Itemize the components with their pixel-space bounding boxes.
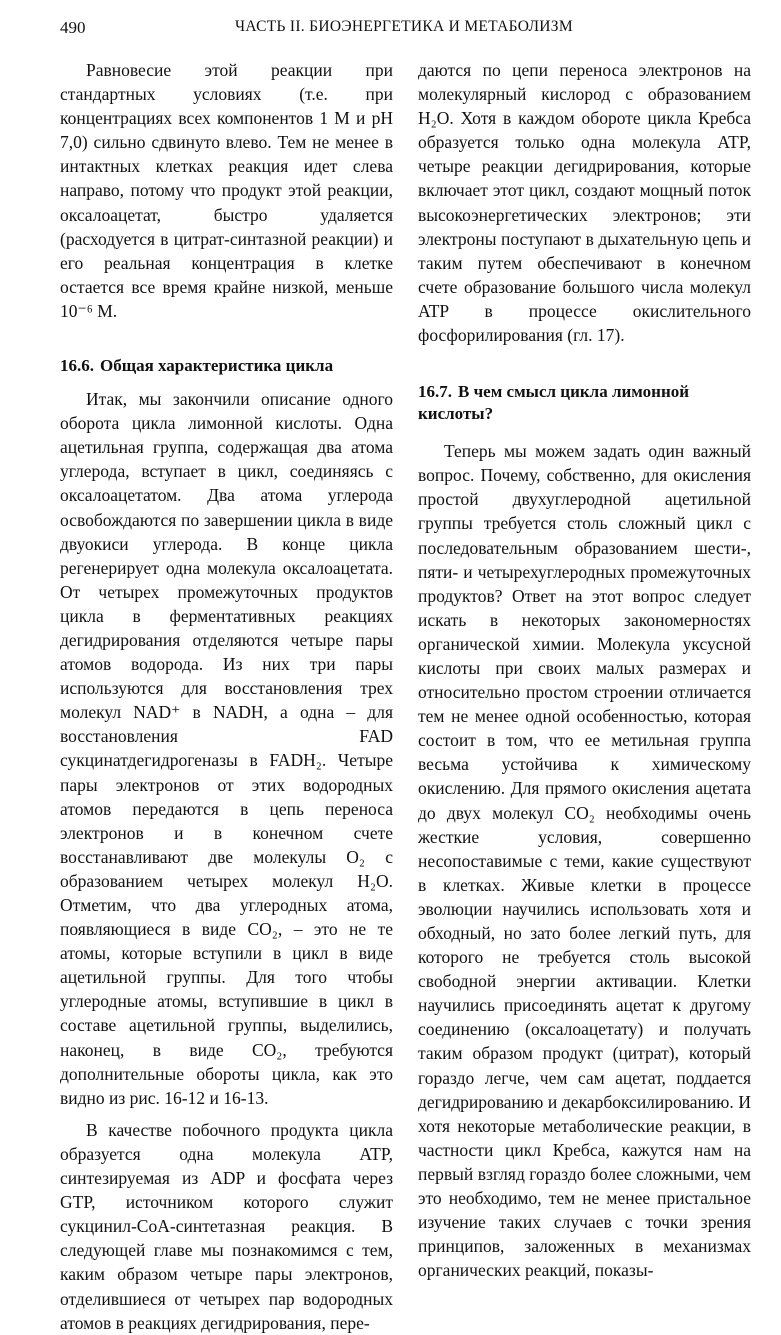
running-title: ЧАСТЬ II. БИОЭНЕРГЕТИКА И МЕТАБОЛИЗМ	[235, 18, 573, 35]
left-column	[60, 58, 393, 1335]
section-title: Общая характеристика цикла	[100, 356, 334, 376]
paragraph-cycle-meaning: Теперь мы можем задать один важный вопрос. Почему, собственно, для окисления простой двухуглеродной ацетильной группы требуется столь сложный цикл с последовательным образованием шести-, пяти- и четырехуглеродных промежуточных продуктов? Ответ на этот вопрос следует искать в некоторых закономерностях органической химии. Молекула уксусной кислоты при своих малых размерах и относительно простом строении отличается тем не менее одной особенностью, которая состоит в том, что ее метильная группа весьма устойчива к химическому окислению. Для прямого окисления ацетата до двух молекул CO₂ необходимы очень жесткие условия, совершенно несопоставимые с теми, какие существуют в клетках. Живые клетки в процессе эволюции научились использовать хотя и обходный, но зато более легкий путь, для которого не требуется столь высокой свободной энергии активации. Клетки научились присоединять ацетат к другому соединению (оксалоацетату) и получать таким образом продукт (цитрат), который гораздо легче, чем сам ацетат, поддается дегидрированию и декарбоксилированию. И хотя некоторые метаболические реакции, в частности цикл Кребса, кажутся нам на первый взгляд гораздо более сложными, чем это необходимо, тем не менее пристальное изучение таких случаев с точки зрения принципов, заложенных в механизмах органических реакций, показы-	[418, 441, 751, 1281]
paragraph-atp-byproduct: В качестве побочного продукта цикла образуется одна молекула ATP, синтезируемая из ADP и фосфата через GTP, источником которого служит сукцинил-CoA-синтетазная реакция. В следующей главе мы познакомимся с тем, каким образом четыре пары электронов, отделившиеся от четырех пар водородных атомов в реакциях дегидрирования, пере-	[60, 1119, 393, 1333]
section-number: 16.6.	[60, 356, 94, 376]
section-heading-16-6	[60, 355, 393, 377]
section-number: 16.7.	[418, 382, 452, 402]
section-heading-16-7	[418, 381, 751, 425]
page-header	[60, 18, 725, 44]
paragraph-equilibrium: Равновесие этой реакции при стандартных условиях (т.е. при концентрациях всех компонентов 1 М и pH 7,0) сильно сдвинуто влево. Тем не менее в интактных клетках реакция идет слева направо, потому что продукт этой реакции, оксалоацетат, быстро удаляется (расходуется в цитрат-синтазной реакции) и его реальная концентрация в клетке остается все время крайне низкой, меньше 10⁻⁶ М.	[60, 60, 393, 321]
section-title: В чем смысл цикла лимонной кислоты?	[418, 382, 690, 424]
paragraph-cycle-overview: Итак, мы закончили описание одного оборота цикла лимонной кислоты. Одна ацетильная группа, содержащая два атома углерода, вступает в цикл, соединяясь с оксалоацетатом. Два атома углерода освобождаются по завершении цикла в виде двуокиси углерода. В конце цикла регенерирует одна молекула оксалоацетата. От четырех промежуточных продуктов цикла в ферментативных реакциях дегидрирования отделяются четыре пары атомов водорода. Из них три пары используются для восстановления трех молекул NAD⁺ в NADH, а одна – для восстановления FAD сукцинатдегидрогеназы в FADH₂. Четыре пары электронов от этих водородных атомов передаются в цепь переноса электронов и в конечном счете восстанавливают две молекулы O₂ с образованием четырех молекул H₂O. Отметим, что два углеродных атома, появляющиеся в виде CO₂, – это не те атомы, которые вступили в цикл в виде ацетильной группы. Для того чтобы углеродные атомы, вступившие в цикл в составе ацетильной группы, выделились, наконец, в виде CO₂, требуются дополнительные обороты цикла, как это видно из рис. 16-12 и 16-13.	[60, 389, 393, 1108]
paragraph-electron-transfer: даются по цепи переноса электронов на молекулярный кислород с образованием H₂O. Хотя в каждом обороте цикла Кребса образуется только одна молекула ATP, четыре реакции дегидрирования, которые включает этот цикл, создают мощный поток высокоэнергетических электронов; эти электроны поступают в дыхательную цепь и таким путем обеспечивают в конечном счете образование большого числа молекул ATP в процессе окислительного фосфорилирования (гл. 17).	[418, 60, 751, 346]
right-column	[418, 58, 751, 1282]
page-number: 490	[60, 18, 86, 37]
